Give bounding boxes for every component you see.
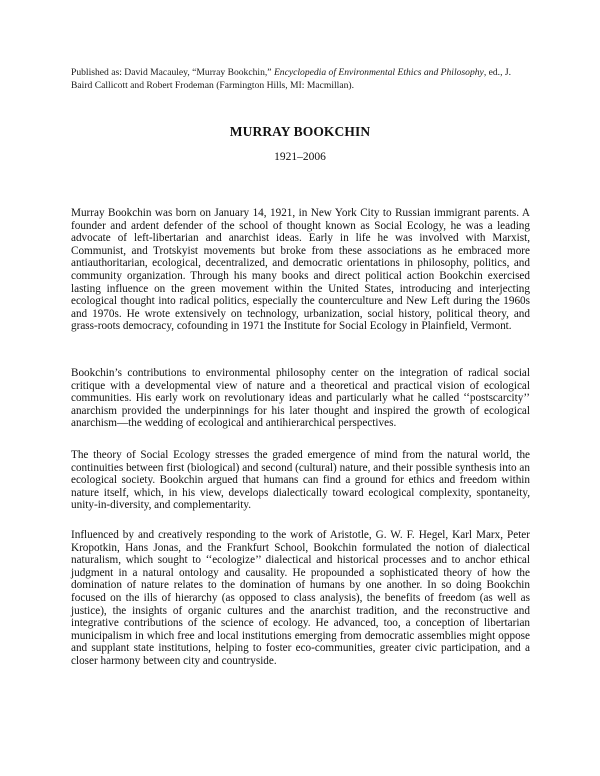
paragraph-influences: Influenced by and creatively responding to the work of Aristotle, G. W. F. Hegel, Karl Marx, Peter Kropotkin, Hans Jonas, and the Frankfurt School, Bookchin formulated the notion of dialectical naturalism, which sought to ‘‘ecologize’’ dialectical and historical processes and to anchor ethical judgment in a natural ontology and causality. He propounded a sophisticated theory of how the domination of nature relates to the domination of humans by one another. In so doing Bookchin focused on the ills of hierarchy (as opposed to class analysis), the benefits of freedom (as well as justice), the insights of organic cultures and the anarchist tradition, and the reconstructive and integrative contributions of the science of ecology. He advanced, too, a conception of libertarian municipalism in which free and local institutions emerging from democratic assemblies might oppose and supplant state institutions, helping to foster eco-communities, greater civic participation, and a closer harmony between city and countryside. [71,529,530,667]
paragraph-social-ecology: The theory of Social Ecology stresses the graded emergence of mind from the natural world, the continuities between first (biological) and second (cultural) nature, and their possible synthesis into an ecological society. Bookchin argued that humans can find a ground for ethics and freedom within nature itself, which, in his view, develops dialectically toward ecological complexity, spontaneity, unity-in-diversity, and complementarity. [71,449,530,512]
citation-prefix: Published as: David Macauley, “Murray Bookchin,” [71,67,274,78]
paragraph-contributions: Bookchin’s contributions to environmental philosophy center on the integration of radical social critique with a developmental view of nature and a theoretical and practical vision of ecological communities. His early work on revolutionary ideas and particularly what he called ‘‘postscarcity’’ anarchism provided the underpinnings for his later thought and inspired the growth of ecological anarchism—the wedding of ecological and antihierarchical perspectives. [71,367,530,430]
article-title: MURRAY BOOKCHIN [229,124,371,139]
citation-work-title: Encyclopedia of Environmental Ethics and Philosophy [273,67,484,78]
citation-suffix: , ed., J. Baird Callicott and Robert Frodeman (Farmington Hills, MI: Macmillan). [71,67,511,91]
publication-citation [71,67,533,92]
paragraph-biography: Murray Bookchin was born on January 14, 1921, in New York City to Russian immigrant parents. A founder and ardent defender of the school of thought known as Social Ecology, he was a leading advocate of left-libertarian and anarchist ideas. Early in life he was involved with Marxist, Communist, and Trotskyist movements but broke from these associations as he embraced more antiauthoritarian, ecological, decentralized, and democratic orientations in philosophy, politics, and community organization. Through his many books and direct political action Bookchin exercised lasting influence on the green movement within the United States, introducing and interjecting ecological thought into radical politics, especially the counterculture and New Left during the 1960s and 1970s. He wrote extensively on technology, urbanization, social history, political theory, and grass-roots democracy, cofounding in 1971 the Institute for Social Ecology in Plainfield, Vermont. [71,207,530,333]
article-dates: 1921–2006 [274,151,326,163]
